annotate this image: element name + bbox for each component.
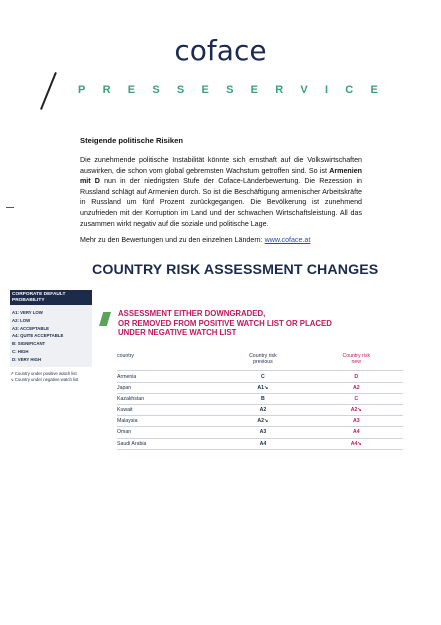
coface-logo xyxy=(0,34,441,67)
paragraph-text: Mehr zu den Bewertungen und zu den einzelnen Ländern: xyxy=(80,236,265,244)
press-letter: C xyxy=(345,84,354,96)
assessment-line: OR REMOVED FROM POSITIVE WATCH LIST OR PLACED xyxy=(118,318,332,328)
legend-item: A4: QUITE ACCEPTABLE xyxy=(12,333,64,339)
legend-title-line: CORPORATE DEFAULT xyxy=(12,292,66,297)
press-letter: S xyxy=(176,84,185,96)
previous-cell: A2↘ xyxy=(216,416,309,427)
legend-item: A1: VERY LOW xyxy=(12,310,43,315)
country-cell: Armenia xyxy=(117,371,216,382)
press-letter: R xyxy=(275,84,284,96)
new-cell: A4 xyxy=(310,427,403,438)
new-cell: C xyxy=(310,393,403,404)
col-country: country xyxy=(117,353,135,359)
link-paragraph xyxy=(80,235,362,246)
bold-text: Armenien mit D xyxy=(80,166,362,186)
col-label: Country risk xyxy=(249,353,277,359)
risk-table xyxy=(117,352,403,450)
section-heading: Steigende politische Risiken xyxy=(80,136,183,145)
press-letter: S xyxy=(152,84,160,96)
col-label: previous xyxy=(253,359,273,366)
press-letter: E xyxy=(201,84,209,96)
country-cell: Kazakhstan xyxy=(117,393,216,404)
press-letter: I xyxy=(325,84,329,96)
previous-cell: A4 xyxy=(216,438,309,449)
country-cell: Kuwait xyxy=(117,404,216,415)
coface-link[interactable]: www.coface.at xyxy=(264,236,311,244)
press-letter: E xyxy=(127,84,136,96)
table-row xyxy=(117,438,403,449)
previous-cell: A1↘ xyxy=(216,382,309,393)
legend-item: A2: LOW xyxy=(12,317,31,323)
table-row xyxy=(117,416,403,427)
press-letter: R xyxy=(102,84,111,96)
negative-watch-note: ↘ Country under negative watch list xyxy=(10,376,79,382)
paragraph-text: nun in der niedrigsten Stufe der Coface-Länderbewertung. Die Rezession in Russland schlägt auf Armenien durch. So ist die Beschäftigung armenischer Arbeitskräfte in Russland um fünf Prozent zurückgegangen. Die Bevölkerung ist zunehmend unzufrieden mit der Korruption im Land und der schwachen Wirtschaftsleistung. All das zusammen wirkt negativ auf die soziale und politische Lage. xyxy=(80,177,363,228)
new-cell: A2 xyxy=(310,382,403,393)
previous-cell: A3 xyxy=(216,427,309,438)
assessment-heading xyxy=(118,309,332,338)
legend-item: C: HIGH xyxy=(12,348,29,354)
country-cell: Saudi Arabia xyxy=(117,438,216,449)
press-letter: S xyxy=(226,84,234,96)
margin-mark xyxy=(6,207,14,208)
previous-cell: B xyxy=(216,393,309,404)
new-cell: A2↘ xyxy=(310,404,403,415)
country-cell: Japan xyxy=(117,382,216,393)
col-new xyxy=(310,352,403,371)
table-row xyxy=(117,427,403,438)
country-cell: Malaysia xyxy=(117,416,216,427)
body-paragraph xyxy=(80,155,362,229)
previous-cell: A2 xyxy=(216,404,309,415)
assessment-line: UNDER NEGATIVE WATCH LIST xyxy=(118,328,237,338)
previous-cell: C xyxy=(216,371,309,382)
accent-shape xyxy=(99,312,111,326)
slash-divider xyxy=(40,72,57,110)
table-row xyxy=(117,382,403,393)
legend-items xyxy=(10,305,92,367)
table-row xyxy=(117,371,403,382)
assessment-line: ASSESSMENT EITHER DOWNGRADED, xyxy=(118,309,266,318)
new-cell: A3 xyxy=(310,416,403,427)
press-letter: P xyxy=(78,84,86,96)
col-label: Country risk xyxy=(342,353,371,359)
legend-title xyxy=(10,290,92,305)
presseservice-banner xyxy=(78,84,378,96)
paragraph-text: Die zunehmende politische Instabilität könnte sich ernsthaft auf die Volkswirtschaften auswirken, die schon vom global gebremsten Wachstum getroffen sind. So ist xyxy=(80,156,362,175)
legend-title-line: PROBABILITY xyxy=(12,297,45,303)
press-letter: V xyxy=(300,84,308,96)
table-header-row xyxy=(117,352,403,371)
legend-item: A3: ACCEPTABLE xyxy=(12,325,50,331)
press-letter: E xyxy=(370,84,378,96)
legend-notes xyxy=(10,371,92,383)
legend-item: B: SIGNIFICANT xyxy=(12,341,46,347)
table-row xyxy=(117,404,403,415)
col-label: new xyxy=(351,359,362,366)
legend-item: D: VERY HIGH xyxy=(12,356,42,362)
positive-watch-note: ↗ Country under positive watch list xyxy=(10,370,77,376)
new-cell: D xyxy=(310,371,403,382)
col-previous xyxy=(216,352,309,371)
table-row xyxy=(117,393,403,404)
infographic-title: COUNTRY RISK ASSESSMENT CHANGES xyxy=(92,262,379,278)
legend-panel xyxy=(10,290,92,383)
press-letter: E xyxy=(250,84,258,96)
new-cell: A4↘ xyxy=(310,438,403,449)
country-cell: Oman xyxy=(117,427,216,438)
logo-text: coface xyxy=(174,34,267,67)
